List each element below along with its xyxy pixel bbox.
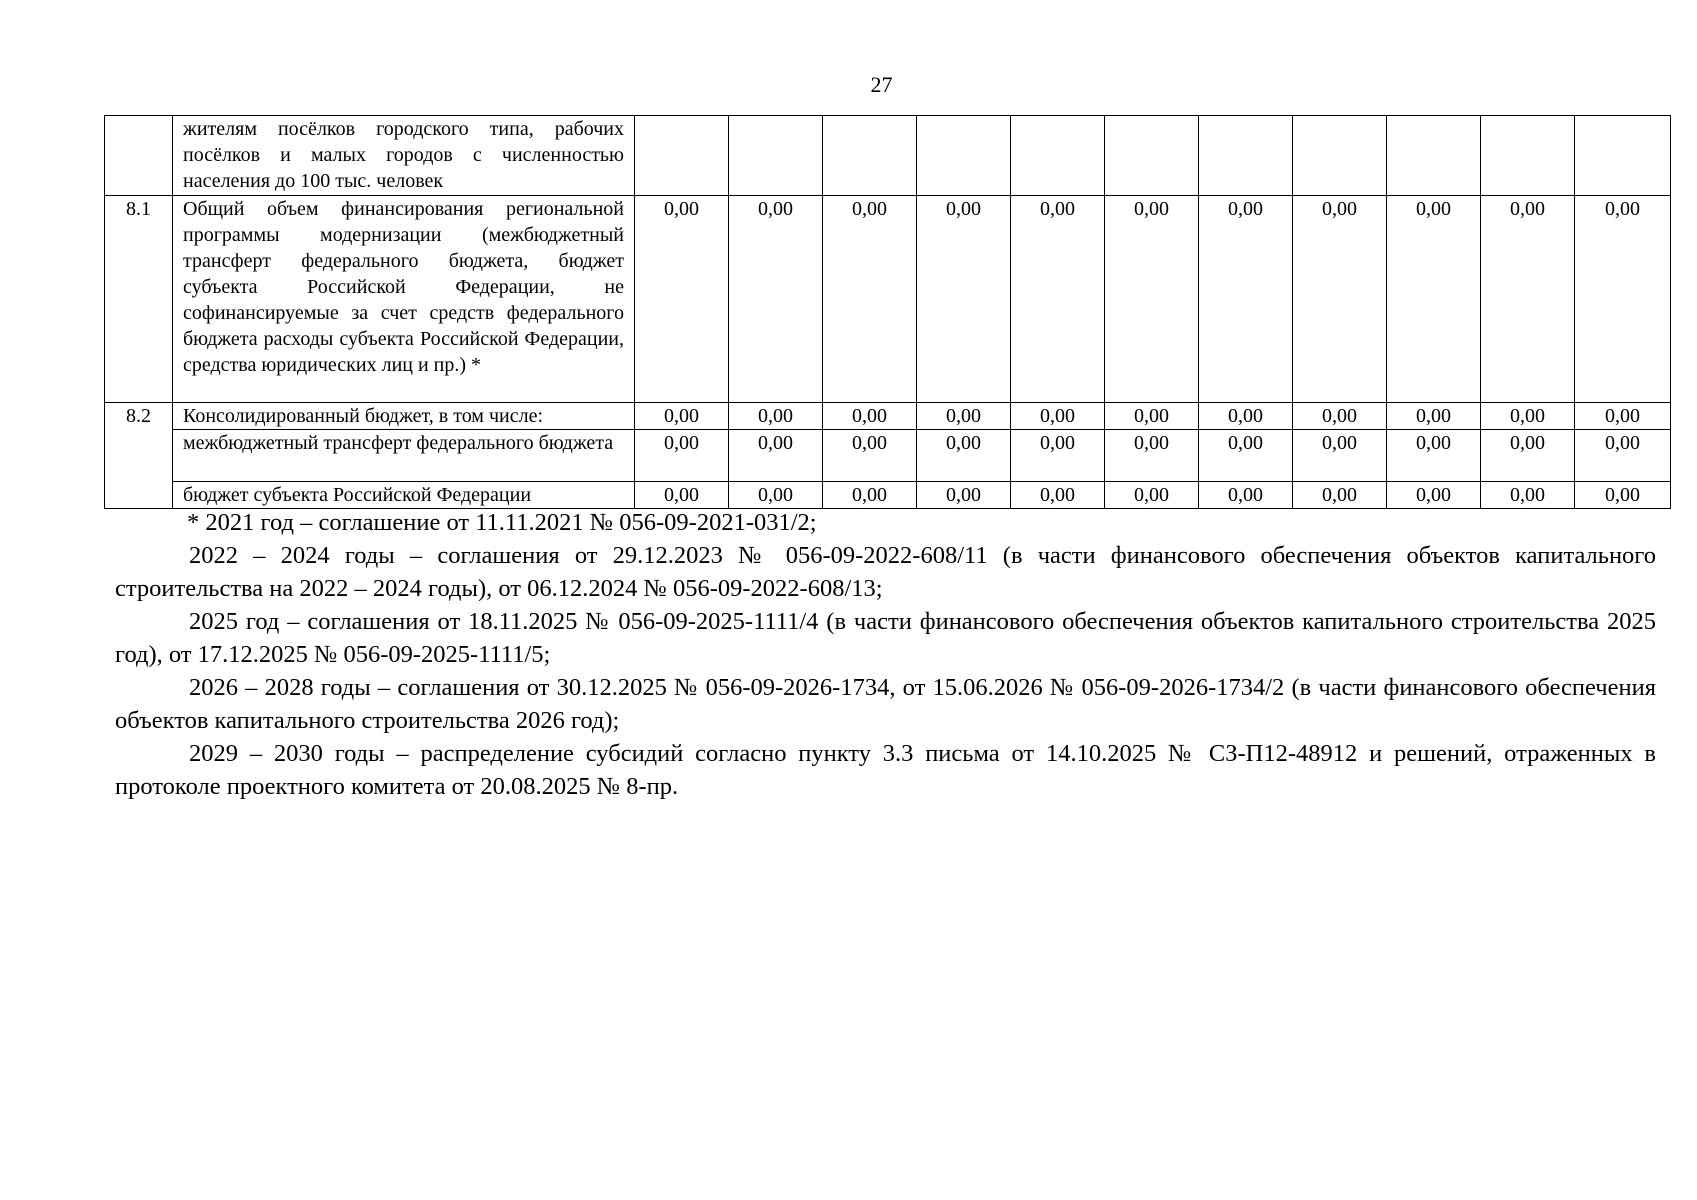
footnote-paragraph: 2022 – 2024 годы – соглашения от 29.12.2023 № 056-09-2022-608/11 (в части финансового обеспечения объектов капитального строительства на 2022 – 2024 годы), от 06.12.2024 № 056-09-2022-608/13; bbox=[115, 542, 1656, 602]
row-description: бюджет субъекта Российской Федерации bbox=[173, 482, 635, 509]
footnote-paragraph: 2025 год – соглашения от 18.11.2025 № 056-09-2025-1111/4 (в части финансового обеспечения объектов капитального строительства 2025 год), от 17.12.2025 № 056-09-2025-1111/5; bbox=[115, 608, 1656, 668]
value-cell: 0,00 bbox=[917, 430, 1011, 482]
value-cell: 0,00 bbox=[1575, 403, 1671, 430]
value-cell: 0,00 bbox=[823, 196, 917, 403]
value-cell: 0,00 bbox=[1387, 196, 1481, 403]
value-cell: 0,00 bbox=[1199, 403, 1293, 430]
value-cell: 0,00 bbox=[823, 403, 917, 430]
value-cell bbox=[635, 116, 729, 196]
row-description: межбюджетный трансферт федерального бюджета bbox=[173, 430, 635, 482]
value-cell bbox=[1293, 116, 1387, 196]
value-cell: 0,00 bbox=[1575, 196, 1671, 403]
value-cell bbox=[1199, 116, 1293, 196]
value-cell: 0,00 bbox=[823, 430, 917, 482]
value-cell: 0,00 bbox=[635, 196, 729, 403]
value-cell bbox=[1011, 116, 1105, 196]
value-cell bbox=[823, 116, 917, 196]
value-cell bbox=[1481, 116, 1575, 196]
row-description: жителям посёлков городского типа, рабочих посёлков и малых городов с численностью населения до 100 тыс. человек bbox=[173, 116, 635, 196]
row-number: 8.1 bbox=[105, 196, 173, 403]
value-cell: 0,00 bbox=[635, 403, 729, 430]
page-number: 27 bbox=[870, 72, 893, 97]
value-cell: 0,00 bbox=[729, 196, 823, 403]
row-description: Консолидированный бюджет, в том числе: bbox=[173, 403, 635, 430]
footnotes bbox=[115, 506, 1656, 803]
row-description: Общий объем финансирования региональной программы модернизации (межбюджетный трансферт федерального бюджета, бюджет субъекта Российской Федерации, не софинансируемые за счет средств федерального бюджета расходы субъекта Российской Федерации, средства юридических лиц и пр.) * bbox=[173, 196, 635, 403]
table-row bbox=[105, 196, 1671, 403]
value-cell: 0,00 bbox=[1387, 482, 1481, 509]
financing-table bbox=[104, 115, 1671, 509]
value-cell: 0,00 bbox=[917, 403, 1011, 430]
value-cell: 0,00 bbox=[1481, 482, 1575, 509]
value-cell: 0,00 bbox=[729, 403, 823, 430]
row-number bbox=[105, 116, 173, 196]
table-row bbox=[105, 482, 1671, 509]
footnote-paragraph: 2029 – 2030 годы – распределение субсидий согласно пункту 3.3 письма от 14.10.2025 № СЗ-П12-48912 и решений, отраженных в протоколе проектного комитета от 20.08.2025 № 8-пр. bbox=[115, 740, 1656, 800]
value-cell bbox=[1105, 116, 1199, 196]
value-cell: 0,00 bbox=[1293, 403, 1387, 430]
value-cell: 0,00 bbox=[1011, 403, 1105, 430]
value-cell bbox=[729, 116, 823, 196]
value-cell bbox=[1575, 116, 1671, 196]
table-row bbox=[105, 403, 1671, 430]
value-cell: 0,00 bbox=[1387, 403, 1481, 430]
value-cell: 0,00 bbox=[1575, 430, 1671, 482]
footnote-paragraph: 2026 – 2028 годы – соглашения от 30.12.2025 № 056-09-2026-1734, от 15.06.2026 № 056-09-2026-1734/2 (в части финансового обеспечения объектов капитального строительства 2026 год); bbox=[115, 674, 1656, 734]
value-cell: 0,00 bbox=[1199, 430, 1293, 482]
table-row bbox=[105, 116, 1671, 196]
value-cell: 0,00 bbox=[729, 482, 823, 509]
value-cell: 0,00 bbox=[917, 196, 1011, 403]
value-cell: 0,00 bbox=[1199, 196, 1293, 403]
value-cell: 0,00 bbox=[1105, 403, 1199, 430]
value-cell: 0,00 bbox=[823, 482, 917, 509]
value-cell: 0,00 bbox=[635, 430, 729, 482]
value-cell: 0,00 bbox=[1387, 430, 1481, 482]
value-cell bbox=[1387, 116, 1481, 196]
value-cell: 0,00 bbox=[1481, 430, 1575, 482]
table-row bbox=[105, 430, 1671, 482]
value-cell: 0,00 bbox=[1481, 196, 1575, 403]
value-cell: 0,00 bbox=[635, 482, 729, 509]
value-cell: 0,00 bbox=[1199, 482, 1293, 509]
value-cell: 0,00 bbox=[729, 430, 823, 482]
value-cell: 0,00 bbox=[1011, 196, 1105, 403]
value-cell: 0,00 bbox=[1293, 430, 1387, 482]
value-cell: 0,00 bbox=[1293, 196, 1387, 403]
value-cell bbox=[917, 116, 1011, 196]
value-cell: 0,00 bbox=[1011, 430, 1105, 482]
value-cell: 0,00 bbox=[1011, 482, 1105, 509]
value-cell: 0,00 bbox=[1293, 482, 1387, 509]
value-cell: 0,00 bbox=[1105, 430, 1199, 482]
row-number: 8.2 bbox=[105, 403, 173, 509]
value-cell: 0,00 bbox=[1481, 403, 1575, 430]
footnote-paragraph: * 2021 год – соглашение от 11.11.2021 № 056-09-2021-031/2; bbox=[187, 509, 817, 536]
value-cell: 0,00 bbox=[1105, 482, 1199, 509]
value-cell: 0,00 bbox=[1105, 196, 1199, 403]
value-cell: 0,00 bbox=[917, 482, 1011, 509]
value-cell: 0,00 bbox=[1575, 482, 1671, 509]
